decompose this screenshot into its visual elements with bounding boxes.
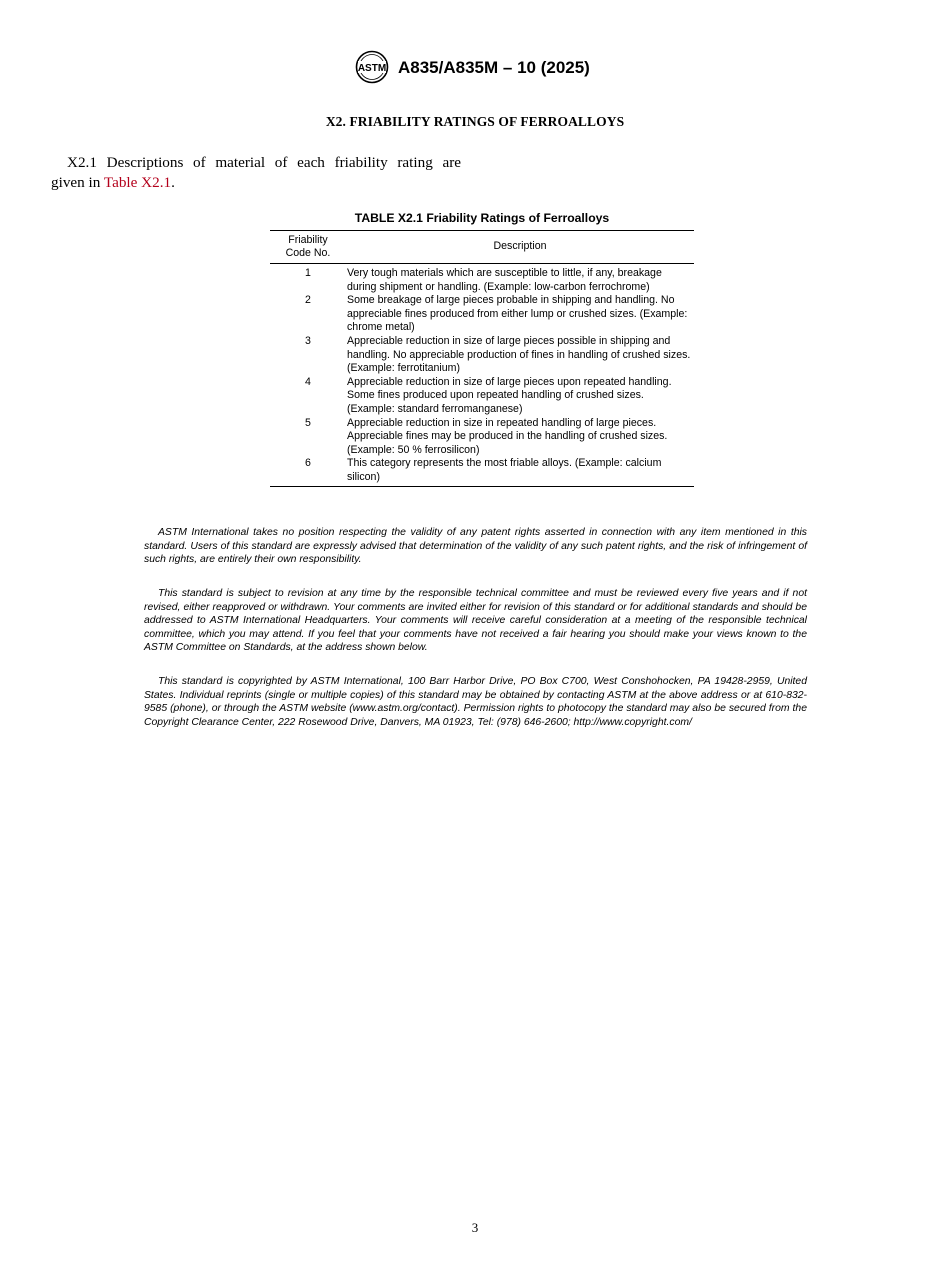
table-row	[270, 264, 694, 295]
friability-description: This category represents the most friable alloys. (Example: calcium silicon)	[346, 457, 694, 486]
paragraph-line-2	[51, 173, 461, 193]
friability-description: Appreciable reduction in size of large pieces upon repeated handling. Some fines produced upon repeated handling of crushed sizes. (Example: standard ferromanganese)	[347, 375, 672, 415]
friability-code: 6	[270, 457, 346, 486]
revision-notice	[144, 587, 807, 655]
friability-code: 4	[305, 375, 311, 388]
paragraph-suffix: .	[171, 174, 175, 191]
copyright-notice	[144, 675, 807, 729]
copyright-notice-text: This standard is copyrighted by ASTM International, 100 Barr Harbor Drive, PO Box C700, West Conshohocken, PA 19428-2959, United States. Individual reprints (single or multiple copies) of this standard may be obtained by contacting ASTM at the above address or at 610-832-9585 (phone), or through the ASTM website (www.astm.org/contact). Permission rights to photocopy the standard may also be secured from the Copyright Clearance Center, 222 Rosewood Drive, Danvers, MA 01923, Tel: (978) 646-2600; http://www.copyright.com/	[144, 676, 807, 728]
patent-notice	[144, 526, 807, 567]
astm-logo	[354, 50, 390, 84]
friability-table	[270, 230, 694, 487]
revision-notice-text: This standard is subject to revision at any time by the responsible technical committee and must be reviewed every five years and if not revised, either reapproved or withdrawn. Your comments are invited either for revision of this standard or for additional standards and should be addressed to ASTM International Headquarters. Your comments will receive careful consideration at a meeting of the responsible technical committee, which you may attend. If you feel that your comments have not received a fair hearing you should make your views known to the ASTM Committee on Standards, at the address shown below.	[144, 588, 807, 654]
table-row	[270, 457, 694, 486]
patent-notice-text: ASTM International takes no position respecting the validity of any patent rights asserted in connection with any item mentioned in this standard. Users of this standard are expressly advised that determination of the validity of any such patent rights, and the risk of infringement of such rights, are entirely their own responsibility.	[144, 527, 807, 566]
friability-description: Very tough materials which are susceptible to little, if any, breakage during shipment or handling. (Example: low-carbon ferrochrome)	[347, 267, 662, 293]
header-code-line-2: Code No.	[285, 247, 331, 259]
table-title: TABLE X2.1 Friability Ratings of Ferroalloys	[354, 211, 610, 225]
paragraph-prefix: given in	[51, 174, 104, 191]
friability-code: 1	[305, 267, 311, 279]
table-row	[270, 417, 694, 458]
friability-code: 2	[305, 294, 311, 307]
page-number: 3	[471, 1220, 479, 1235]
document-designation: A835/A835M – 10 (2025)	[398, 58, 590, 77]
friability-code: 3	[305, 334, 311, 347]
page-header	[0, 50, 950, 86]
appendix-paragraph	[51, 153, 461, 193]
table-row	[270, 335, 694, 376]
friability-description: Appreciable reduction in size of large pieces possible in shipping and handling. No appreciable production of fines in handling of crushed sizes. (Example: ferrotitanium)	[347, 334, 691, 375]
logo-text: ASTM	[357, 63, 387, 74]
friability-description: Appreciable reduction in size in repeated handling of large pieces. Appreciable fines may be produced in the handling of crushed sizes. (Example: 50 % ferrosilicon)	[347, 416, 668, 456]
paragraph-line-1: X2.1 Descriptions of material of each friability rating are	[67, 154, 461, 171]
table-row	[270, 294, 694, 335]
friability-code: 5	[305, 416, 311, 429]
header-description: Description	[346, 231, 694, 264]
header-friability-code	[270, 231, 346, 264]
table-header-row	[270, 231, 694, 264]
table-row	[270, 376, 694, 417]
appendix-title: X2. FRIABILITY RATINGS OF FERROALLOYS	[325, 114, 625, 129]
friability-description: Some breakage of large pieces probable in shipping and handling. No appreciable fines produced from either lump or crushed sizes. (Example: chrome metal)	[347, 294, 688, 334]
header-code-line-1: Friability	[288, 234, 328, 246]
table-x2-1-link[interactable]: Table X2.1	[103, 174, 172, 191]
